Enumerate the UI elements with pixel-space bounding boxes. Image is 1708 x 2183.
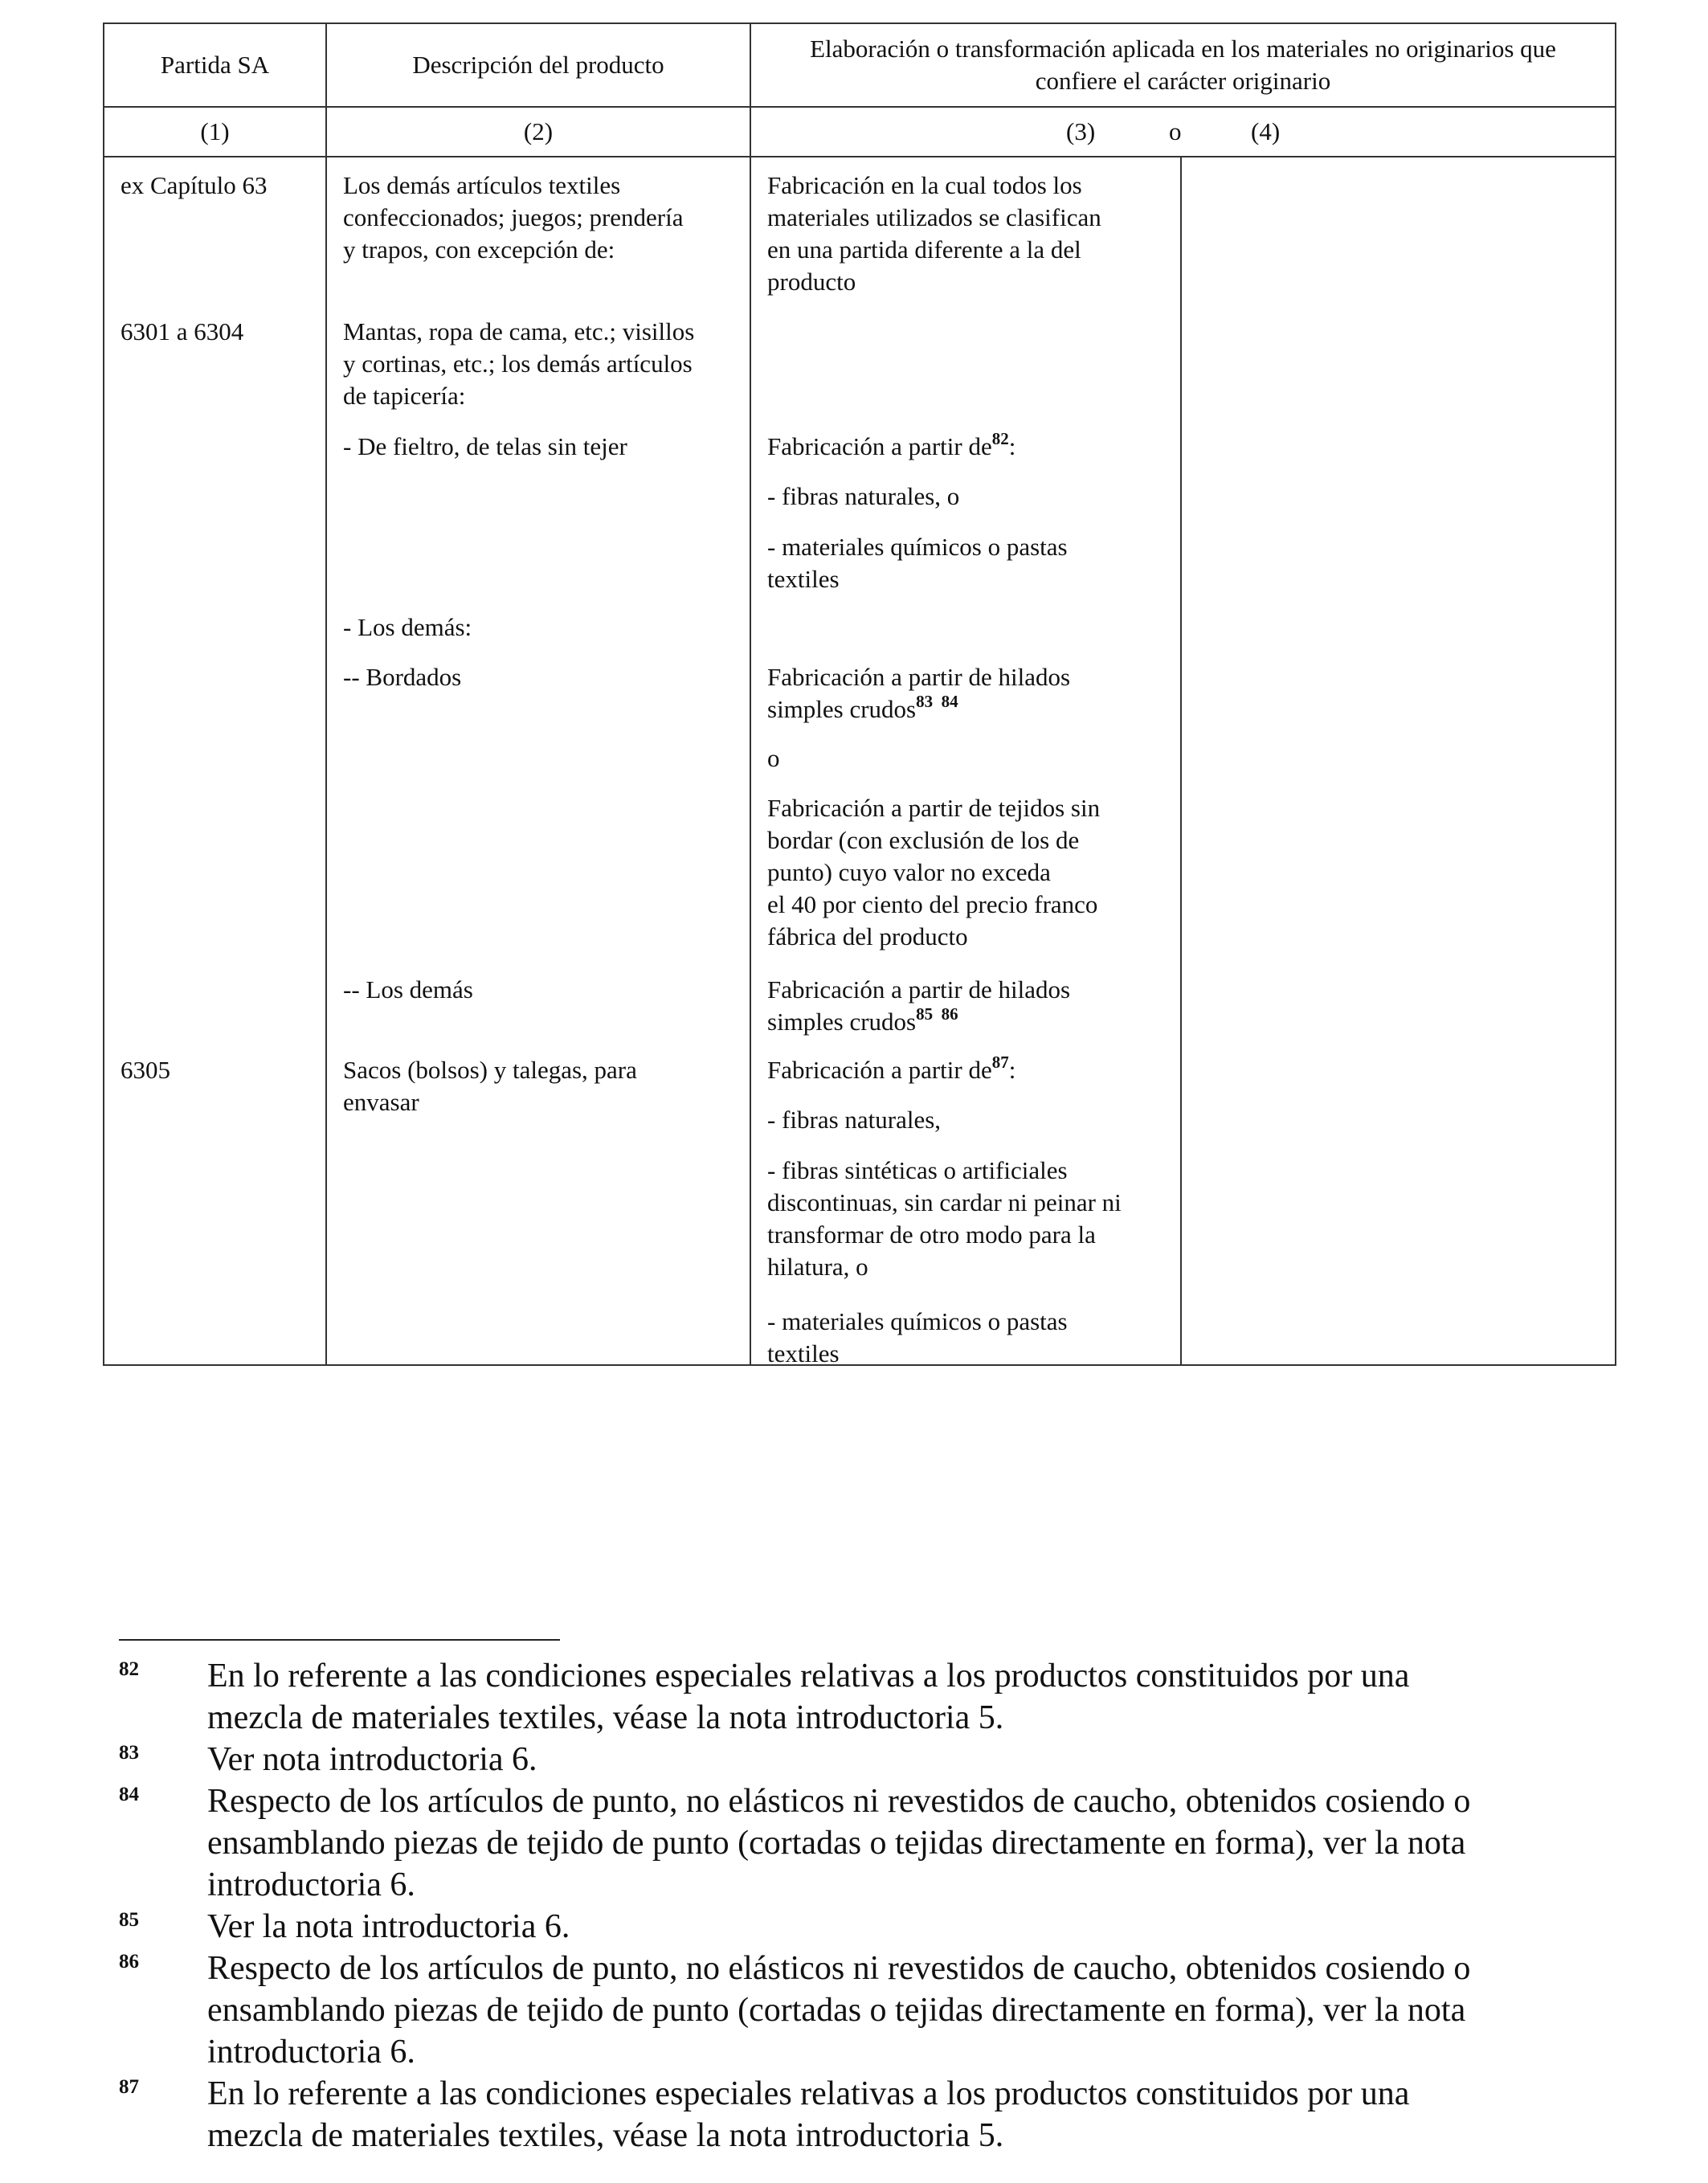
colnum-2: (2) [326,107,750,157]
rule-line: discontinuas, sin cardar ni peinar ni [767,1188,1122,1216]
footnote-ref-85-86: 85 86 [916,1004,958,1024]
rule-line: el 40 por ciento del precio franco [767,890,1098,918]
header-partida: Partida SA [104,23,326,107]
footnote-87 [119,2073,1615,2156]
desc-line: confeccionados; juegos; prendería [343,203,684,231]
rule-line: textiles [767,565,840,593]
rule-fieltro-intro [767,428,1016,463]
rule-line: fábrica del producto [767,922,968,950]
desc-line: y cortinas, etc.; los demás artículos [343,350,693,378]
footnote-line: mezcla de materiales textiles, véase la nota introductoria 5. [207,1699,1004,1736]
colnum-1: (1) [104,107,326,157]
footnote-line: Respecto de los artículos de punto, no elásticos ni revestidos de caucho, obtenidos cosiendo o [207,1950,1471,1987]
rule-text: Fabricación a partir de [767,1056,992,1084]
footnote-ref-87: 87 [991,1052,1009,1072]
colnum-or: o [1169,117,1182,145]
footnote-line: ensamblando piezas de tejido de punto (cortadas o tejidas directamente en forma), ver la nota [207,1825,1466,1862]
footnote-line: Ver nota introductoria 6. [207,1741,537,1778]
desc-line: envasar [343,1088,419,1116]
rule-line: Fabricación a partir de tejidos sin [767,794,1101,822]
rule-line: Fabricación a partir de hilados [767,975,1071,1004]
partida-ex-capitulo-63: ex Capítulo 63 [121,171,268,199]
header-elaboracion: Elaboración o transformación aplicada en los materiales no originarios que confiere el carácter originario [750,23,1616,107]
rule-colon: : [1008,1056,1016,1084]
rule-colon: : [1008,432,1016,460]
rule-line: Fabricación en la cual todos los [767,171,1082,199]
footnote-line: introductoria 6. [207,2034,415,2071]
rule-6305-intro [767,1054,1015,1086]
desc-line: de tapicería: [343,382,466,410]
rule-fieltro-b [767,531,1068,595]
colnum-3-4 [750,107,1616,157]
rule-fieltro-a: - fibras naturales, o [767,482,960,510]
rule-line: producto [767,268,856,296]
footnote-line: Ver la nota introductoria 6. [207,1908,570,1945]
desc-los-demas-heading: - Los demás: [343,613,472,641]
footnote-number: 83 [119,1742,139,1764]
footnote-line: mezcla de materiales textiles, véase la nota introductoria 5. [207,2117,1004,2154]
col-alternativa [1181,157,1616,1365]
rule-line [767,1006,1070,1038]
rule-line: Fabricación a partir de hilados [767,663,1071,691]
footnote-85 [119,1906,1615,1948]
footnote-number: 86 [119,1951,139,1972]
colnum-3: (3) [1066,117,1096,145]
footnote-83 [119,1739,1615,1780]
rule-line: - materiales químicos o pastas [767,533,1068,561]
partida-6305: 6305 [121,1056,170,1084]
rule-line: - fibras sintéticas o artificiales [767,1156,1068,1184]
rule-los-demas [767,974,1070,1038]
footnote-84 [119,1780,1615,1906]
rule-6305-a: - fibras naturales, [767,1106,942,1134]
footnote-number: 85 [119,1909,139,1931]
rule-line: transformar de otro modo para la [767,1220,1096,1249]
footnote-82 [119,1655,1615,1739]
footnotes-section [119,1639,1615,2156]
footnote-86 [119,1948,1615,2073]
rule-bordados-a [767,661,1070,726]
col-elaboracion [750,157,1181,1365]
rule-line: materiales utilizados se clasifican [767,203,1101,231]
desc-bordados: -- Bordados [343,663,462,691]
desc-line: Sacos (bolsos) y talegas, para [343,1056,637,1084]
desc-los-demas: -- Los demás [343,975,473,1004]
footnote-number: 84 [119,1784,139,1805]
origin-rules-table [103,22,1616,1366]
table-body-row [104,157,1616,1365]
footnote-number: 87 [119,2076,139,2098]
desc-ex-capitulo-63 [343,170,684,266]
rule-text: Fabricación a partir de [767,432,992,460]
rule-line: hilatura, o [767,1253,868,1281]
desc-line: y trapos, con excepción de: [343,235,615,264]
footnote-separator [119,1639,560,1641]
rule-6305-b [767,1155,1122,1283]
table-header-row [104,23,1616,107]
rule-line: textiles [767,1339,840,1367]
rule-line: bordar (con exclusión de los de [767,826,1080,854]
col-partida [104,157,326,1365]
footnote-line: ensamblando piezas de tejido de punto (cortadas o tejidas directamente en forma), ver la nota [207,1992,1466,2029]
desc-fieltro: - De fieltro, de telas sin tejer [343,432,627,460]
footnote-list [119,1655,1615,2156]
desc-line: Mantas, ropa de cama, etc.; visillos [343,317,695,345]
footnote-ref-83-84: 83 84 [916,691,958,711]
rule-line: en una partida diferente a la del [767,235,1081,264]
rule-6305-c [767,1306,1068,1370]
footnote-line: Respecto de los artículos de punto, no elásticos ni revestidos de caucho, obtenidos cosiendo o [207,1783,1471,1820]
colnum-4: (4) [1251,117,1281,145]
desc-6305 [343,1054,637,1118]
rule-bordados-or: o [767,744,780,772]
footnote-number: 82 [119,1658,139,1680]
footnote-line: En lo referente a las condiciones especiales relativas a los productos constituidos por una [207,2075,1410,2112]
rule-bordados-c [767,792,1100,953]
rule-line: - materiales químicos o pastas [767,1307,1068,1335]
rule-line: punto) cuyo valor no exceda [767,858,1051,886]
rule-text: simples crudos [767,1008,917,1036]
desc-line: Los demás artículos textiles [343,171,621,199]
rule-line [767,693,1070,726]
footnote-line: introductoria 6. [207,1866,415,1903]
footnote-ref-82: 82 [991,428,1009,448]
footnote-line: En lo referente a las condiciones especiales relativas a los productos constituidos por una [207,1658,1410,1694]
desc-6301-6304 [343,316,694,412]
rule-ex-capitulo-63 [767,170,1101,298]
rule-text: simples crudos [767,695,917,723]
column-number-row [104,107,1616,157]
header-descripcion: Descripción del producto [326,23,750,107]
col-descripcion [326,157,750,1365]
partida-6301-6304: 6301 a 6304 [121,317,244,345]
